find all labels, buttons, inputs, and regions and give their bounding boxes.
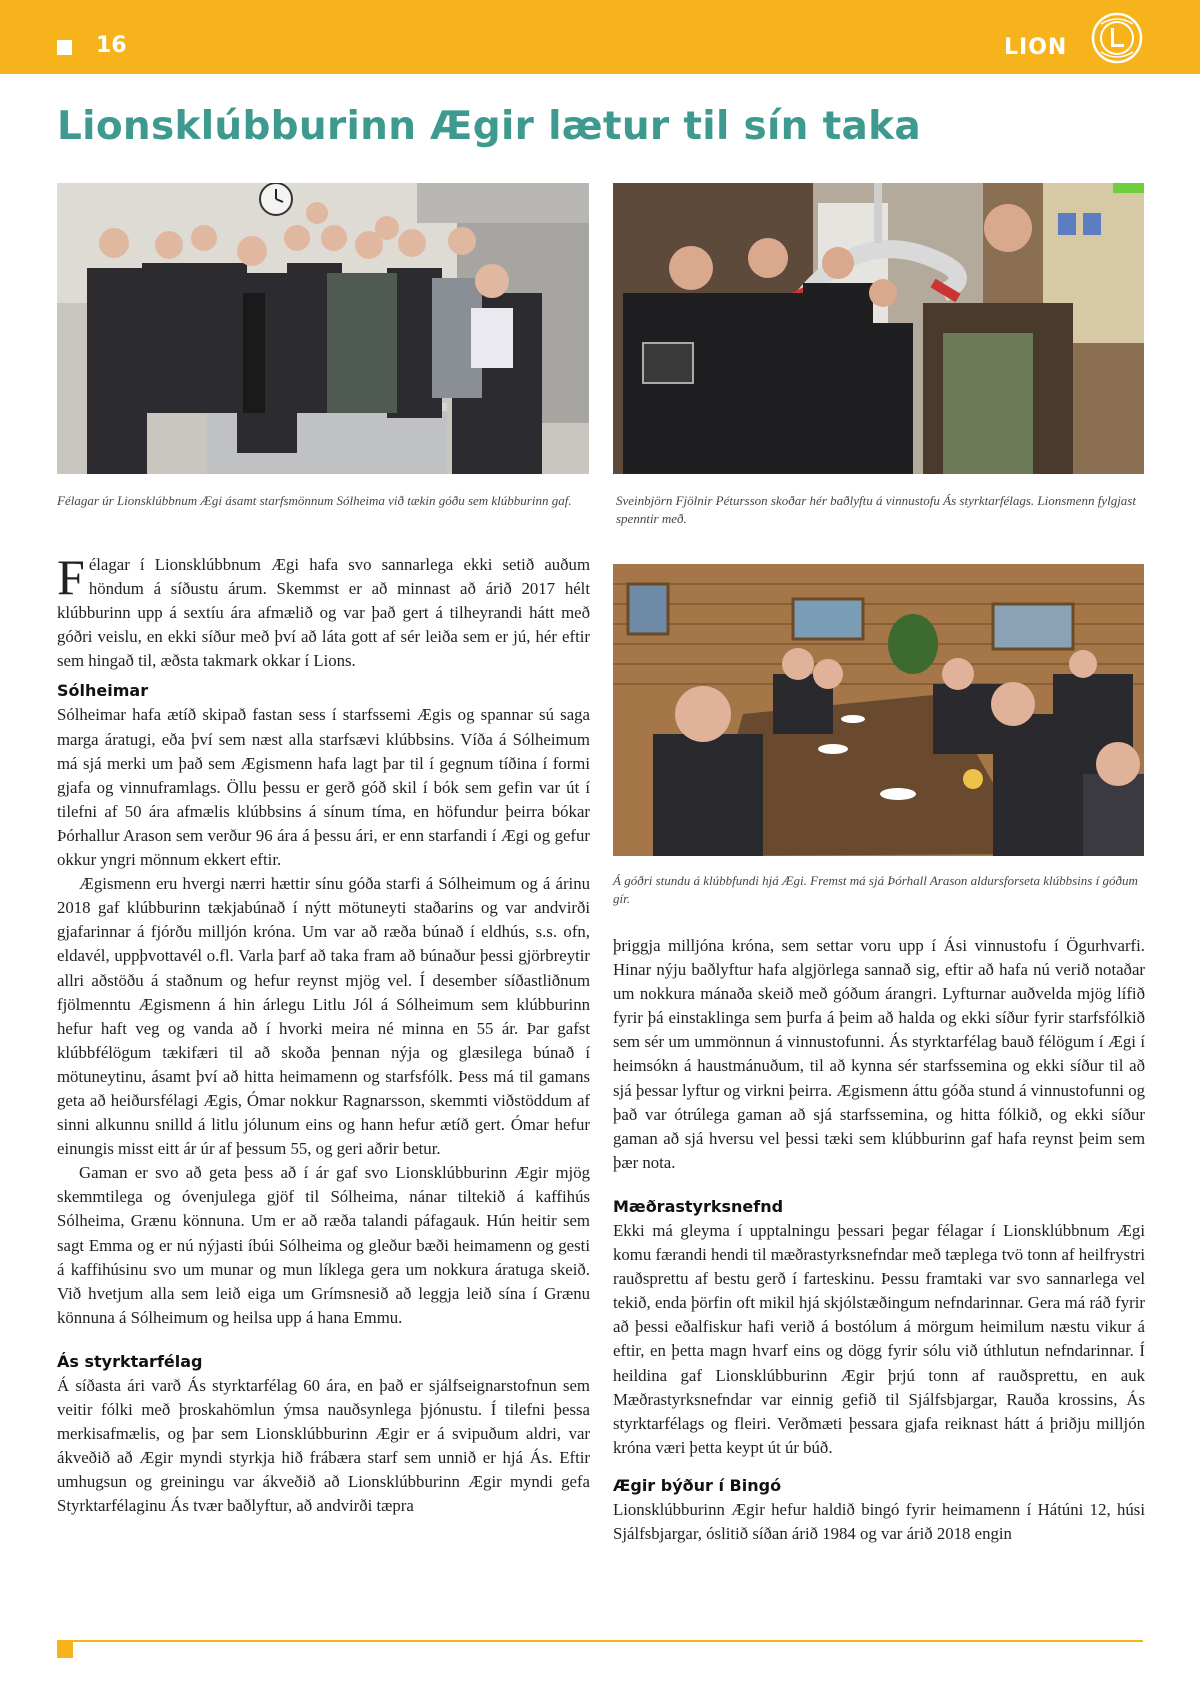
lions-emblem-icon [1091,12,1143,64]
right-column [613,934,1145,1546]
caption-photo-1: Félagar úr Lionsklúbbnum Ægi ásamt starfsmönnum Sólheima við tækin góðu sem klúbburinn gaf. [57,493,572,508]
solheimar-paragraph-2: Ægismenn eru hvergi nærri hættir sínu góða starfi á Sólheimum og á árinu 2018 gaf klúbburinn tækjabúnað í nýtt mötuneyti staðarins og var andvirði gjafarinnar á fjórðu milljón króna. Um var að ræða búnað í eldhús, s.s. ofn, eldavél, uppþvottavél o.fl. Varla þarf að taka fram að búnaður þessi gjörbreytir allri aðstöðu á staðnum og hefur reynst mjög vel. Í desember síðastliðnum fjölmenntu Ægismenn á hin árlegu Litlu Jól á Sólheimum sem klúbburinn hefur haft veg og vanda að í hvorki meira né minna en 55 ár. Þar gafst klúbbfélögum tækifæri til að skoða þennan nýja og glæsilega búnað í mötuneytinu, ásamt því að hitta heimamenn og starfsfólk. Þess má til gamans geta að heiðursfélagi Ægis, Ómar nokkur Ragnarsson, skemmti viðstöddum af sinni alkunnu snilld á litlu jólunum eins og hann hefur ætíð gert. Ómar hefur einungis misst eitt ár úr af þessum 55, og geri aðrir betur. [57,874,590,1159]
heading-bingo: Ægir býður í Bingó [613,1475,782,1495]
header-square-icon [57,40,72,55]
drop-cap: F [57,549,85,605]
header-bar [0,0,1200,74]
caption-photo-2: Sveinbjörn Fjölnir Pétursson skoðar hér baðlyftu á vinnustofu Ás styrktarfélags. Lionsmenn fylgjast spenntir með. [616,493,1136,526]
footer-rule [57,1640,1143,1642]
as-continued-paragraph: þriggja milljóna króna, sem settar voru upp í Ási vinnustofu í Ögurhvarfi. Hinar nýju baðlyftur hafa algjörlega sannað sig, eftir að hafa nú verið notaðar um nokkura mánaða skeið með góðum árangri. Lyfturnar auðvelda mjög lífið fyrir þá einstaklinga sem þurfa á þeim að halda og ekki síður fyrir starfsfólkið sem sér um ummönnun á vinnustofunni. Ás styrktarfélag bauð félögum í Ægi í heimsókn á haustmánuðum, til að kynna sér starfssemina og ekki síður til að sjá þessar lyftur og virkni þeirra. Ægismenn áttu góða stund á vinnustofunni og það var ótrúlega gaman að sjá starfssemina, og hitta fólkið, og ekki síður gaman að sjá hversu vel þessi tæki sem klúbburinn gaf hafa reynst þeim sem þær nota. [613,936,1145,1172]
bingo-paragraph: Lionsklúbburinn Ægir hefur haldið bingó fyrir heimamenn í Hátúni 12, húsi Sjálfsbjargar, óslitið síðan árið 1984 og var árið 2018 engin [613,1499,1145,1543]
heading-as-styrktarfelag: Ás styrktarfélag [57,1351,203,1371]
heading-maedrastyrksnefnd: Mæðrastyrksnefnd [613,1196,784,1216]
caption-photo-3: Á góðri stundu á klúbbfundi hjá Ægi. Fremst má sjá Þórhall Arason aldursforseta klúbbsins í góðum gír. [613,873,1138,906]
photo-bath-lift [613,183,1144,474]
intro-text: élagar í Lionsklúbbnum Ægi hafa svo sannarlega ekki setið auðum höndum á síðustu árum. Skemmst er að minnast að árið 2017 hélt klúbburinn upp á sextíu ára afmælið og var það gert á tilheyrandi hátt með góðri veislu, en ekki síður með því að láta gott af sér leiða sem er jú, hér eftir sem hingað til, æðsta takmark okkar í Lions. [57,555,590,671]
as-paragraph-1: Á síðasta ári varð Ás styrktarfélag 60 ára, en það er sjálfseignarstofnun sem veitir fólki með þroskahömlun ýmsa nauðsynlega þjónustu. Í tilefni þessa merkisafmælis, og þar sem Lionsklúbburinn Ægir er á svipuðum aldri, var ákveðið að Ægir myndi styrkja hið frábæra starf sem unnið er hjá Ás. Eftir umhugsun og greiningu var ákveðið að Lionsklúbburinn Ægir myndi gefa Styrktarfélaginu Ás tvær baðlyftur, að andvirði tæpra [57,1375,590,1516]
maedra-paragraph: Ekki má gleyma í upptalningu þessari þegar félagar í Lionsklúbbnum Ægi komu færandi hendi til mæðrastyrksnefndar með tæplega tvö tonn af heilfrystri rauðsprettu af bestu gerð í farteskinu. Þessu framtaki var svo sannarlega vel tekið, enda þörfin oft mikil hjá skjólstæðingum nefndarinnar. Gera má ráð fyrir að þessi eðalfiskur hafi verið á bostólum á mörgum heimilum næstu vikur á eftir, en þetta magn hvarf eins og dögg fyrir sólu við úthlutun nefndarinnar. Í heildina gaf Lionsklúbburinn Ægir þrjú tonn af rauðsprettu, en auk Mæðrastyrksnefndar var einnig gefið til Sjálfsbjargar, Rauða krossins, Ás styrktarfélags og fleiri. Verðmæti þessara gjafa reiknast hátt á þriðju milljón króna væri þetta keypt út úr búð. [613,1220,1145,1457]
intro-paragraph [57,549,590,673]
page-number: 16 [96,33,127,58]
heading-solheimar: Sólheimar [57,681,149,701]
solheimar-paragraph-3: Gaman er svo að geta þess að í ár gaf svo Lionsklúbburinn Ægir mjög skemmtilega og óvenjulega gjöf til Sólheima, nánar tiltekið á kaffihús Sólheima, Grænu könnuna. Um er að ræða talandi páfagauk. Hún heitir sem sagt Emma og er nú nýjasti íbúi Sólheima og gleður bæði heimamenn og gesti á kaffihúsinu svo um munar og mun líklega gera um nokkura áratuga skeið. Við hvetjum alla sem leið eiga um Grímsnesið að leggja leið sína í Grænu könnuna á Sólheimum og heilsa upp á hana Emmu. [57,1163,590,1327]
article-title: Lionsklúbburinn Ægir lætur til sín taka [57,104,922,149]
footer-square-icon [57,1642,73,1658]
solheimar-paragraph-1: Sólheimar hafa ætíð skipað fastan sess í starfssemi Ægis og spannar sú saga marga áratugi, eða því sem næst alla starfsævi klúbbsins. Víða á Sólheimum má sjá merki um það sem Ægismenn hafa lagt þar til í gegnum tíðina í formi gjafa og vinnuframlags. Öllu þessu er gerð góð skil í bók sem gefin var út í tilefni af 50 ára afmælis klúbbsins á sínum tíma, en höfundur þeirra bókar Þórhallur Arason sem verður 96 ára á þessu ári, er enn starfandi í Ægi og gefur okkur yngri mönnum ekkert eftir. [57,705,590,870]
magazine-name: LION [1004,35,1068,60]
photo-group-kitchen [57,183,589,474]
left-column [57,549,590,1518]
photo-club-dinner [613,564,1144,856]
